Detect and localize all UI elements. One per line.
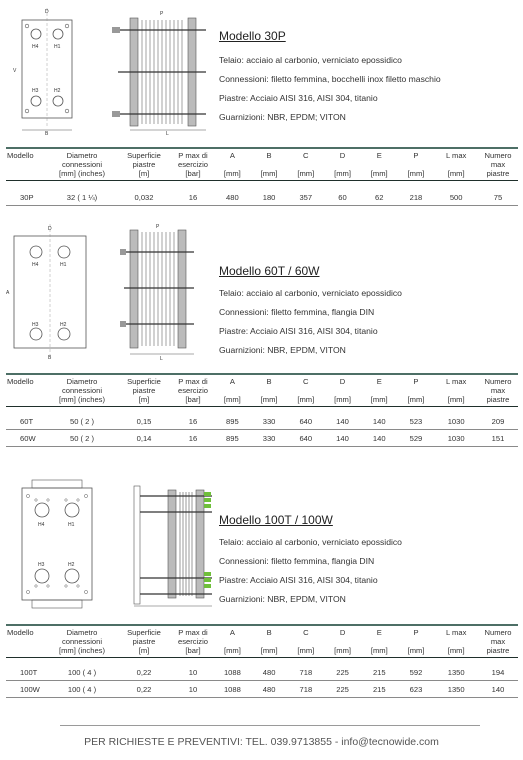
svg-text:P: P <box>156 224 160 230</box>
header-p: P [mm] <box>398 148 435 181</box>
header-c: C [mm] <box>287 374 324 407</box>
side-view-drawing-30p <box>110 8 215 136</box>
spec-connections: Connessioni: filetto femmina, flangia DIN <box>219 556 375 566</box>
svg-text:H2: H2 <box>54 88 61 94</box>
svg-text:B: B <box>45 131 49 136</box>
model-title: Modello 60T / 60W <box>219 264 320 278</box>
spec-list <box>219 54 441 130</box>
header-plates-count: Numero max piastre <box>478 625 518 658</box>
header-b: B [mm] <box>251 148 288 181</box>
model-title: Modello 100T / 100W <box>219 513 333 527</box>
side-view-drawing-60 <box>120 222 205 362</box>
header-d: D [mm] <box>324 148 361 181</box>
header-c: C [mm] <box>288 625 325 658</box>
svg-text:D: D <box>48 226 52 232</box>
spec-connections: Connessioni: filetto femmina, bocchelli inox filetto maschio <box>219 74 441 84</box>
svg-text:V: V <box>13 68 17 74</box>
svg-text:H4: H4 <box>38 522 45 528</box>
header-model: Modello <box>6 148 48 181</box>
svg-text:D: D <box>45 9 49 15</box>
svg-text:L: L <box>160 356 163 362</box>
svg-text:H4: H4 <box>32 262 39 268</box>
svg-text:H3: H3 <box>32 88 39 94</box>
svg-text:H2: H2 <box>68 562 75 568</box>
table-row: 60T 50 ( 2 ) 0,15 16 895 330 640 140 140 523 1030 209 <box>6 413 518 430</box>
header-diameter: Diametro connessioni [mm] (inches) <box>48 148 116 181</box>
header-plates-count: Numero max piastre <box>478 148 518 181</box>
header-a: A [mm] <box>214 148 251 181</box>
header-b: B [mm] <box>251 625 288 658</box>
spec-plates: Piastre: Acciaio AISI 316, AISI 304, titanio <box>219 575 378 585</box>
svg-text:H2: H2 <box>60 322 67 328</box>
header-e: E [mm] <box>361 148 398 181</box>
table-row: 100T 100 ( 4 ) 0,22 10 1088 480 718 225 215 592 1350 194 <box>6 664 518 681</box>
header-b: B [mm] <box>251 374 288 407</box>
footer-divider <box>60 725 480 726</box>
table-header-row <box>6 625 518 658</box>
table-row: 30P 32 ( 1 ¼) 0,032 16 480 180 357 60 62 218 500 75 <box>6 189 518 206</box>
spec-gaskets: Guarnizioni: NBR, EPDM, VITON <box>219 594 346 604</box>
header-surface: Superficie piastre [m] <box>116 374 172 407</box>
side-view-drawing-100 <box>128 482 218 610</box>
header-pmax: P max di esercizio [bar] <box>172 148 214 181</box>
header-pmax: P max di esercizio [bar] <box>172 625 214 658</box>
spec-list <box>219 536 402 612</box>
header-diameter: Diametro connessioni [mm] (inches) <box>48 625 116 658</box>
header-diameter: Diametro connessioni [mm] (inches) <box>48 374 116 407</box>
spec-frame: Telaio: acciaio al carbonio, verniciato epossidico <box>219 55 402 65</box>
svg-text:A: A <box>6 290 10 296</box>
svg-text:L: L <box>166 131 169 136</box>
header-lmax: L max [mm] <box>434 148 478 181</box>
header-e: E [mm] <box>361 374 398 407</box>
front-view-drawing-100 <box>14 478 100 610</box>
table-row: 100W 100 ( 4 ) 0,22 10 1088 480 718 225 215 623 1350 140 <box>6 681 518 698</box>
header-p: P [mm] <box>398 374 435 407</box>
header-model: Modello <box>6 374 48 407</box>
svg-text:H4: H4 <box>32 44 39 50</box>
header-d: D [mm] <box>324 625 361 658</box>
header-d: D [mm] <box>324 374 361 407</box>
footer-contact: PER RICHIESTE E PREVENTIVI: TEL. 039.9713855 - info@tecnowide.com <box>84 736 439 748</box>
spec-connections: Connessioni: filetto femmina, flangia DIN <box>219 307 375 317</box>
model-title: Modello 30P <box>219 29 286 43</box>
specs-table <box>6 624 518 698</box>
header-a: A [mm] <box>214 625 251 658</box>
specs-table <box>6 147 518 206</box>
front-view-drawing-30p <box>12 6 82 136</box>
svg-text:H1: H1 <box>60 262 67 268</box>
header-lmax: L max [mm] <box>434 374 478 407</box>
spec-gaskets: Guarnizioni: NBR, EPDM; VITON <box>219 112 346 122</box>
spec-frame: Telaio: acciaio al carbonio, verniciato epossidico <box>219 288 402 298</box>
svg-text:H1: H1 <box>68 522 75 528</box>
header-c: C [mm] <box>287 148 324 181</box>
svg-text:H3: H3 <box>38 562 45 568</box>
header-p: P [mm] <box>398 625 435 658</box>
specs-table <box>6 373 518 447</box>
header-pmax: P max di esercizio [bar] <box>172 374 214 407</box>
table-header-row <box>6 148 518 181</box>
table-header-row <box>6 374 518 407</box>
spec-plates: Piastre: Acciaio AISI 316, AISI 304, titanio <box>219 326 378 336</box>
svg-text:B: B <box>48 355 52 361</box>
header-e: E [mm] <box>361 625 398 658</box>
header-model: Modello <box>6 625 48 658</box>
svg-text:H1: H1 <box>54 44 61 50</box>
header-a: A [mm] <box>214 374 251 407</box>
spec-plates: Piastre: Acciaio AISI 316, AISI 304, titanio <box>219 93 378 103</box>
svg-text:H3: H3 <box>32 322 39 328</box>
header-plates-count: Numero max piastre <box>478 374 518 407</box>
spec-gaskets: Guarnizioni: NBR, EPDM, VITON <box>219 345 346 355</box>
header-surface: Superficie piastre [m] <box>116 625 172 658</box>
spec-frame: Telaio: acciaio al carbonio, verniciato epossidico <box>219 537 402 547</box>
spec-list <box>219 287 402 363</box>
svg-text:P: P <box>160 11 164 17</box>
front-view-drawing-60 <box>6 222 94 362</box>
header-lmax: L max [mm] <box>434 625 478 658</box>
table-row: 60W 50 ( 2 ) 0,14 16 895 330 640 140 140 529 1030 151 <box>6 430 518 447</box>
header-surface: Superficie piastre [m] <box>116 148 172 181</box>
